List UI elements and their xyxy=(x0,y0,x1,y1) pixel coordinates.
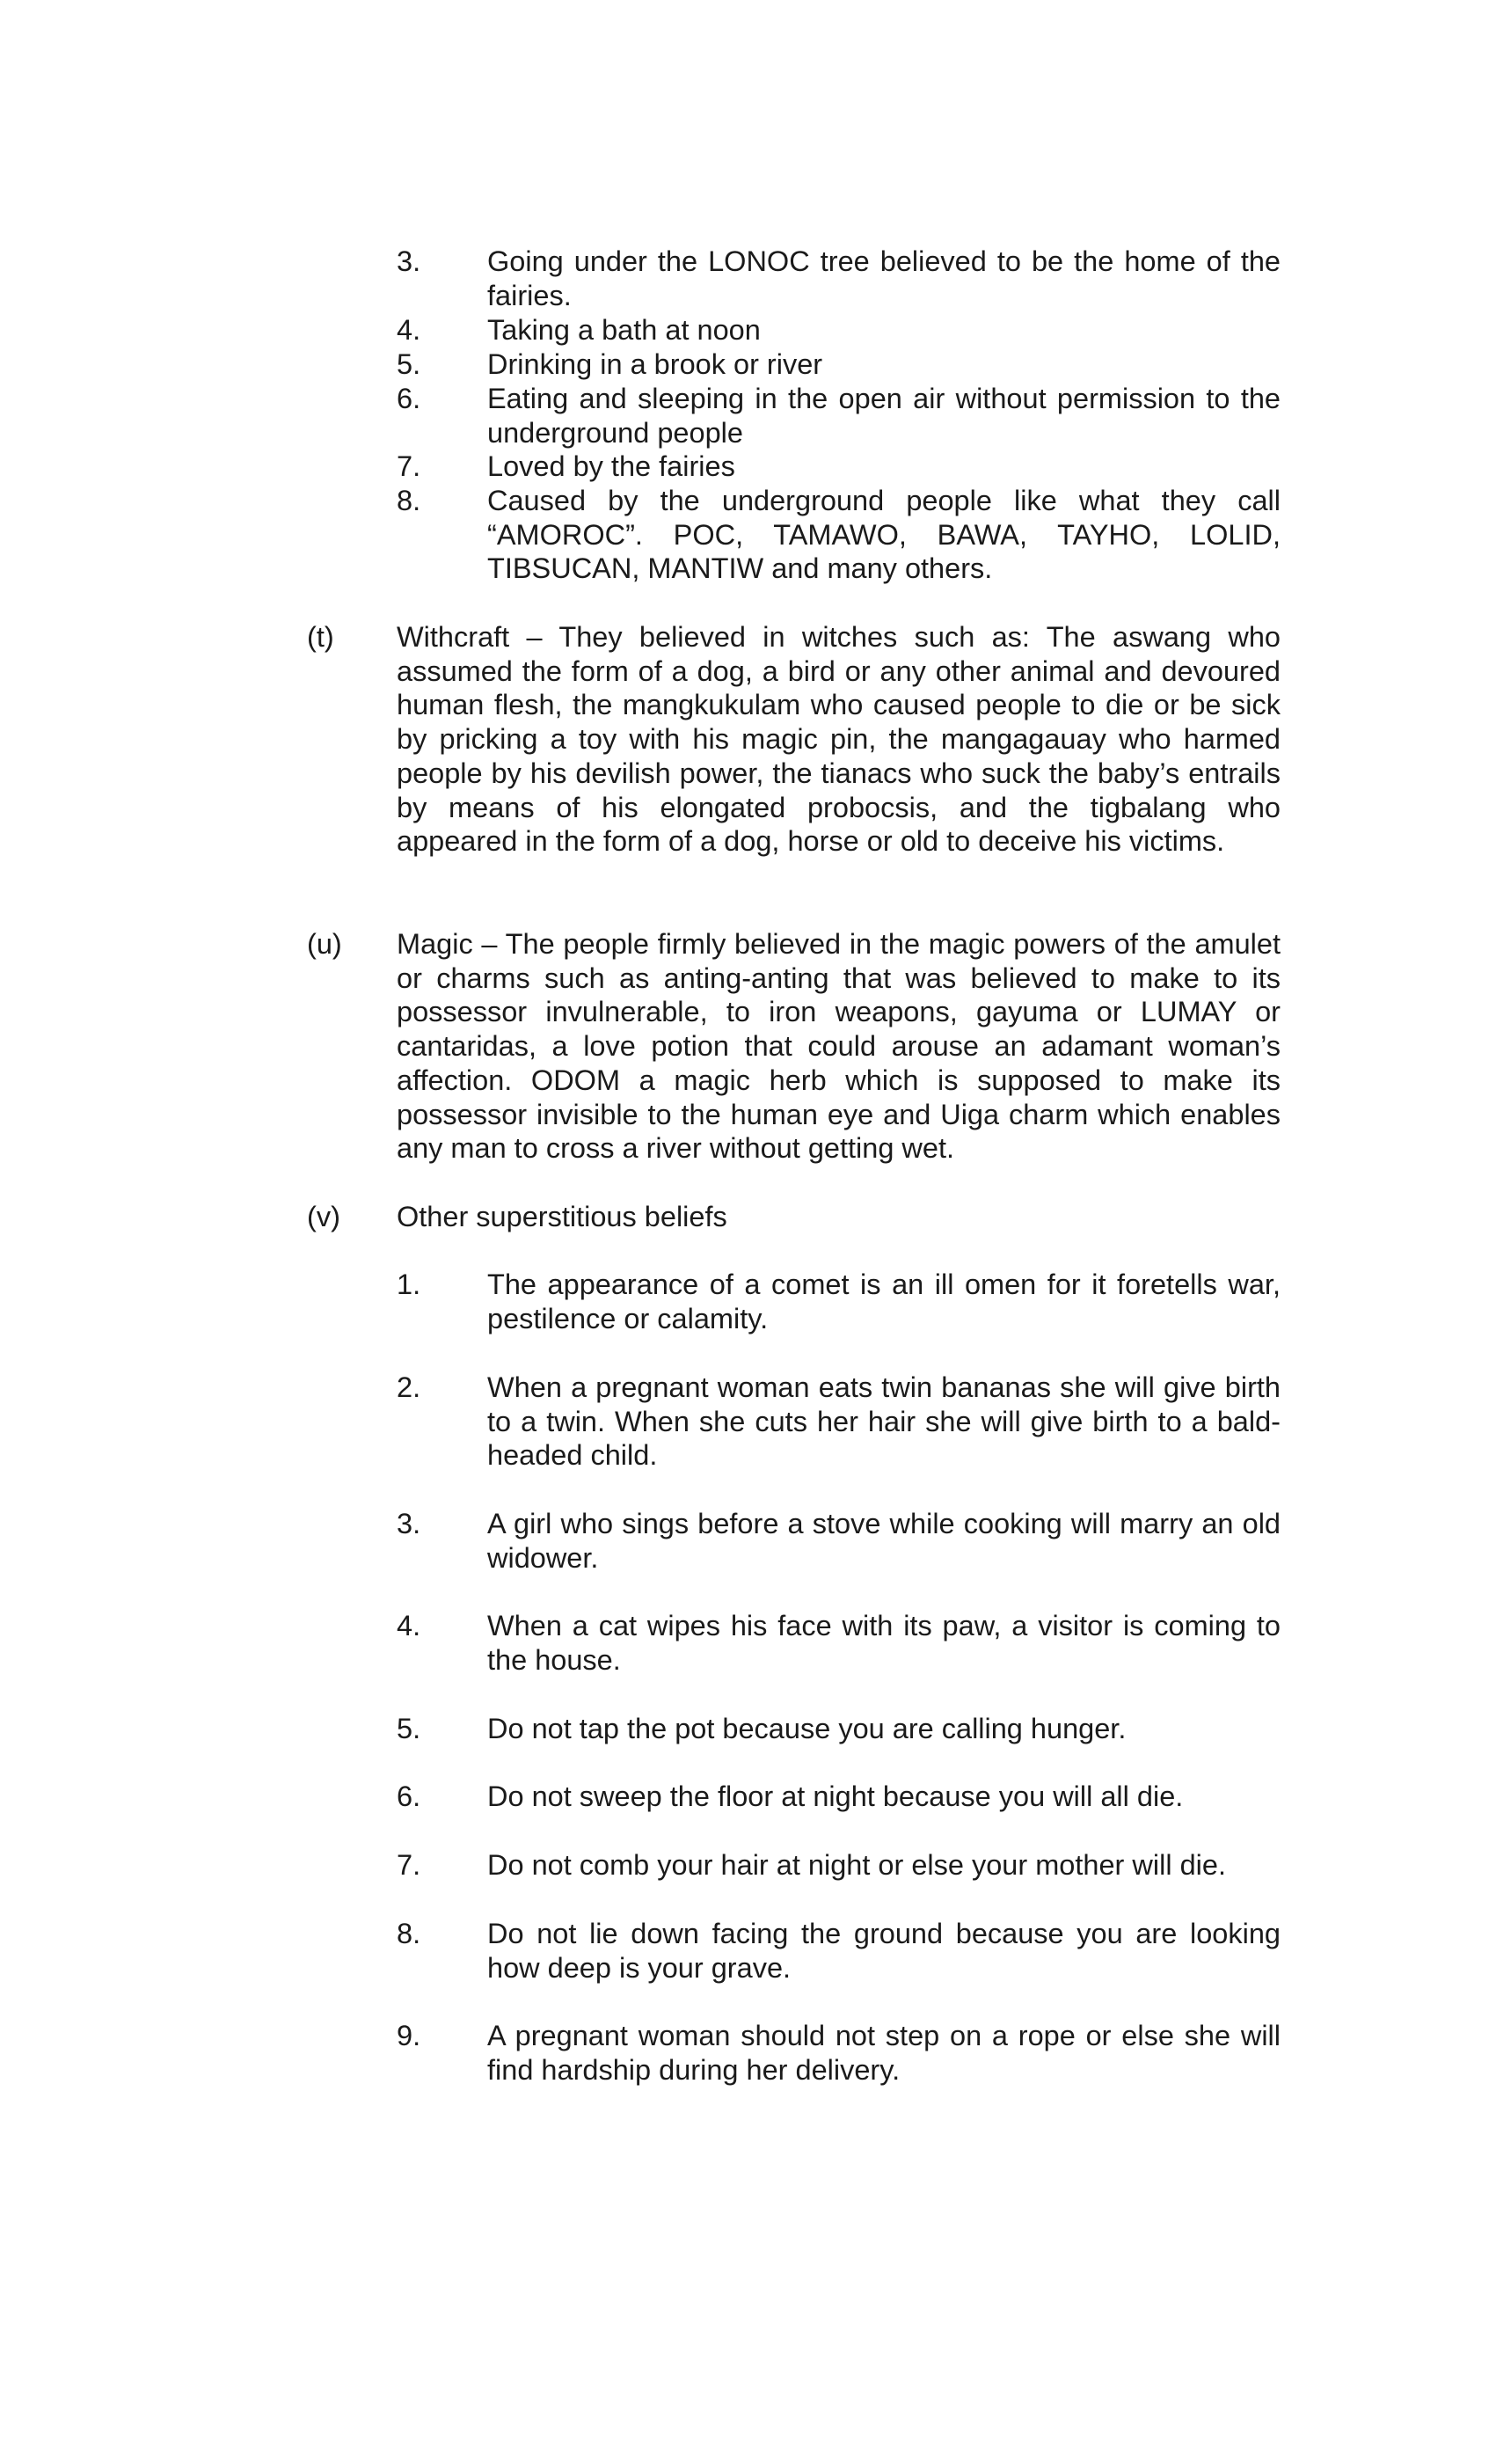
belief-text: Do not tap the pot because you are calling hunger. xyxy=(487,1713,1127,1744)
list-item-text: Loved by the fairies xyxy=(487,450,735,482)
belief-number: 4. xyxy=(397,1610,421,1641)
list-item-text: Drinking in a brook or river xyxy=(487,348,823,380)
list-item-number: 4. xyxy=(397,314,421,346)
list-item-text: Going under the LONOC tree believed to be the home of the fairies. xyxy=(487,245,1281,311)
belief-number: 5. xyxy=(397,1713,421,1744)
belief-text: Do not sweep the floor at night because you will all die. xyxy=(487,1780,1184,1812)
list-item-number: 8. xyxy=(397,485,421,516)
list-item-number: 3. xyxy=(397,245,421,277)
belief-number: 1. xyxy=(397,1269,421,1300)
list-item-text: Eating and sleeping in the open air without permission to the underground people xyxy=(487,383,1281,449)
belief-number: 2. xyxy=(397,1371,421,1403)
list-item-number: 5. xyxy=(397,348,421,380)
belief-number: 8. xyxy=(397,1918,421,1949)
belief-text: Do not comb your hair at night or else your mother will die. xyxy=(487,1849,1226,1881)
belief-number: 6. xyxy=(397,1780,421,1812)
list-item-number: 6. xyxy=(397,383,421,414)
belief-text: When a cat wipes his face with its paw, a visitor is coming to the house. xyxy=(487,1610,1281,1676)
belief-number: 3. xyxy=(397,1508,421,1539)
belief-number: 7. xyxy=(397,1849,421,1881)
belief-number: 9. xyxy=(397,2020,421,2051)
section-heading: Other superstitious beliefs xyxy=(397,1201,727,1232)
belief-text: The appearance of a comet is an ill omen for it foretells war, pestilence or calamity. xyxy=(487,1269,1281,1334)
belief-text: When a pregnant woman eats twin bananas she will give birth to a twin. When she cuts her hair she will give birth to a bald-headed child. xyxy=(487,1371,1281,1472)
section-text: Magic – The people firmly believed in the magic powers of the amulet or charms such as anting-anting that was believed to make to its possessor invulnerable, to iron weapons, gayuma or LUMAY or cantaridas, a love potion that could arouse an adamant woman’s affection. ODOM a magic herb which is supposed to make its possessor invisible to the human eye and Uiga charm which enables any man to cross a river without getting wet. xyxy=(397,928,1281,1165)
section-marker: (v) xyxy=(307,1201,340,1232)
list-item-text: Caused by the underground people like what they call “AMOROC”. POC, TAMAWO, BAWA, TAYHO, LOLID, TIBSUCAN, MANTIW and many others. xyxy=(487,485,1281,585)
belief-text: A pregnant woman should not step on a rope or else she will find hardship during her delivery. xyxy=(487,2020,1281,2086)
list-item-number: 7. xyxy=(397,450,421,482)
section-marker: (u) xyxy=(307,928,342,960)
belief-text: A girl who sings before a stove while cooking will marry an old widower. xyxy=(487,1508,1281,1574)
section-marker: (t) xyxy=(307,621,334,653)
belief-text: Do not lie down facing the ground because you are looking how deep is your grave. xyxy=(487,1918,1281,1984)
list-item-text: Taking a bath at noon xyxy=(487,314,761,346)
section-text: Withcraft – They believed in witches such as: The aswang who assumed the form of a dog, a bird or any other animal and devoured human flesh, the mangkukulam who caused people to die or be sick by pricking a toy with his magic pin, the mangagauay who harmed people by his devilish power, the tianacs who suck the baby’s entrails by means of his elongated probocsis, and the tigbalang who appeared in the form of a dog, horse or old to deceive his victims. xyxy=(397,621,1281,858)
